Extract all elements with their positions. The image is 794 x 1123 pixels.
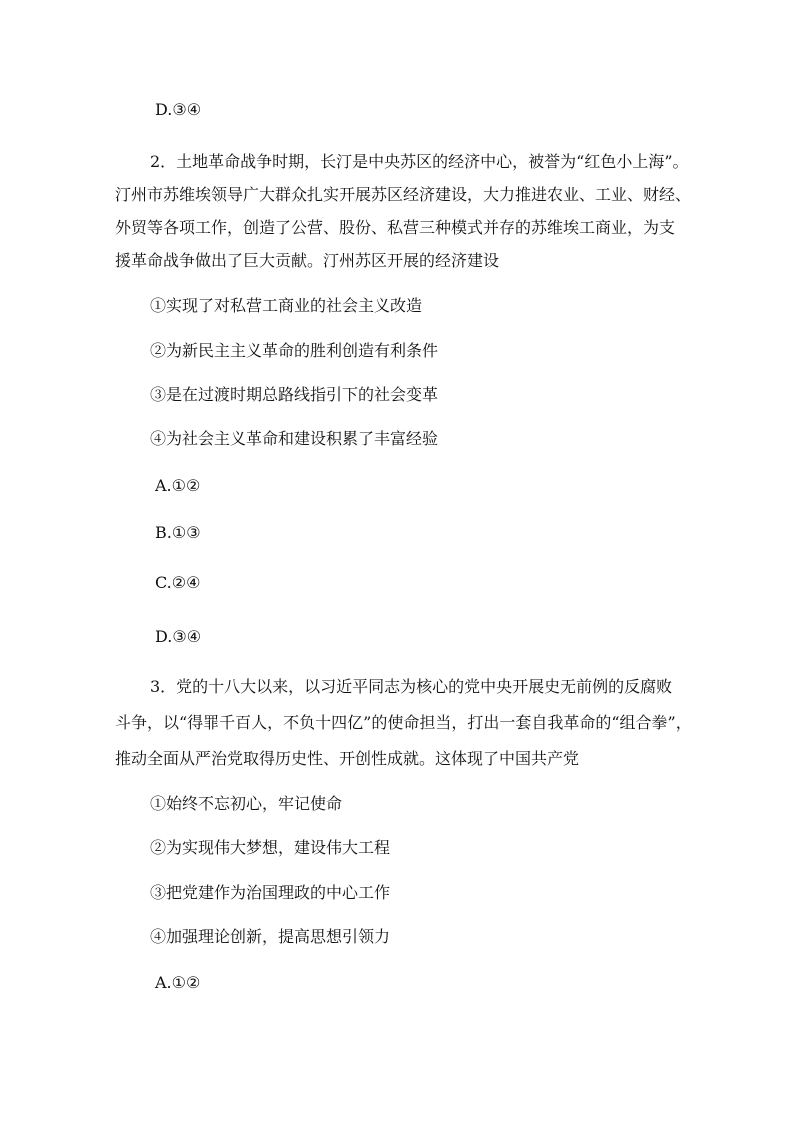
q2-statement-4: ④为社会主义革命和建设积累了丰富经验 (150, 429, 439, 448)
q1-option-d: D.③④ (155, 100, 202, 119)
q3-statement-4: ④加强理论创新，提高思想引领力 (150, 927, 391, 946)
q2-statement-1: ①实现了对私营工商业的社会主义改造 (150, 296, 423, 315)
q3-statement-2: ②为实现伟大梦想，建设伟大工程 (150, 838, 391, 857)
q2-statement-2: ②为新民主主义革命的胜利创造有利条件 (150, 341, 439, 360)
q2-stem-line-1: 2．土地革命战争时期，长汀是中央苏区的经济中心，被誉为“红色小上海”。 (150, 152, 689, 171)
q2-stem-line-2: 汀州市苏维埃领导广大群众扎实开展苏区经济建设，大力推进农业、工业、财经、 (115, 185, 692, 204)
q3-statement-1: ①始终不忘初心，牢记使命 (150, 794, 343, 813)
q3-stem-line-3: 推动全面从严治党取得历史性、开创性成就。这体现了中国共产党 (115, 749, 580, 768)
q2-statement-3: ③是在过渡时期总路线指引下的社会变革 (150, 385, 439, 404)
q2-stem-line-4: 援革命战争做出了巨大贡献。汀州苏区开展的经济建设 (115, 251, 500, 270)
q2-option-b: B.①③ (155, 523, 201, 542)
q2-option-a: A.①② (155, 476, 201, 495)
q3-stem-line-2: 斗争，以“得罪千百人，不负十四亿”的使命担当，打出一套自我革命的“组合拳”， (115, 713, 692, 732)
q3-statement-3: ③把党建作为治国理政的中心工作 (150, 883, 391, 902)
q2-option-d: D.③④ (155, 627, 202, 646)
q2-option-c: C.②④ (155, 573, 201, 592)
q3-option-a: A.①② (155, 973, 201, 992)
q2-stem-line-3: 外贸等各项工作，创造了公营、股份、私营三种模式并存的苏维埃工商业，为支 (115, 218, 676, 237)
q3-stem-line-1: 3．党的十八大以来，以习近平同志为核心的党中央开展史无前例的反腐败 (150, 677, 673, 696)
